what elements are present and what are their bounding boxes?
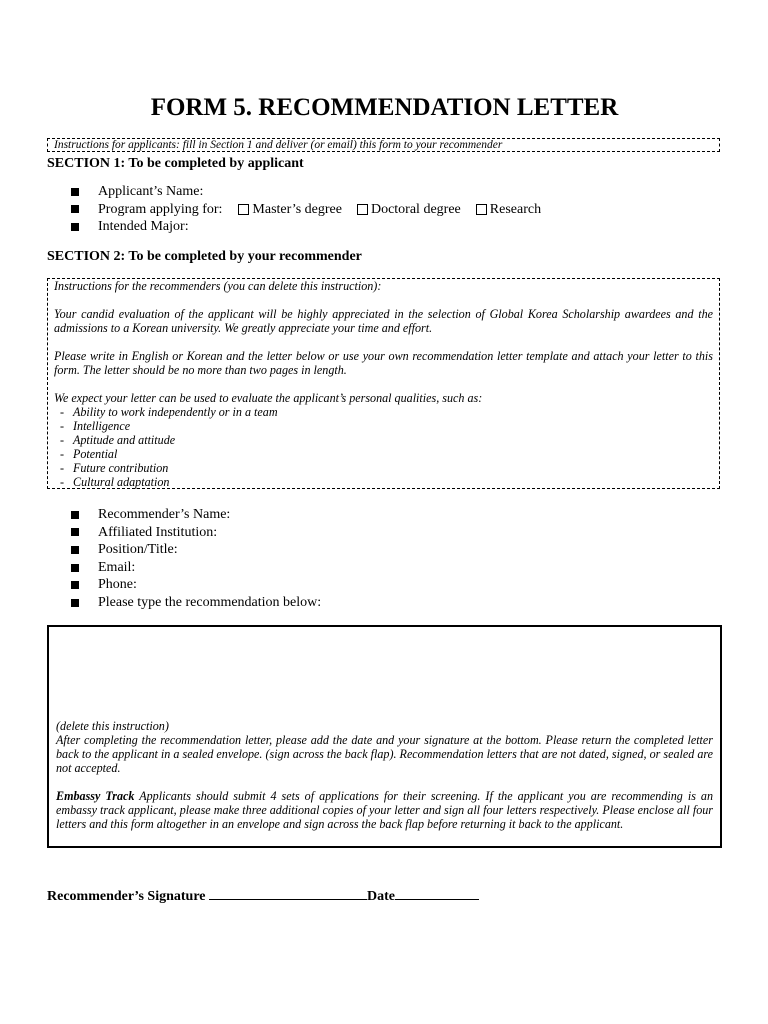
square-bullet-icon <box>71 223 79 231</box>
page-title: FORM 5. RECOMMENDATION LETTER <box>150 94 619 121</box>
signature-label: Recommender’s Signature <box>47 889 206 904</box>
square-bullet-icon <box>71 511 79 519</box>
email-label: Email: <box>98 559 136 575</box>
option-masters[interactable] <box>238 201 342 219</box>
instructions-paragraph-1: Your candid evaluation of the applicant will be highly appreciated in the selection of Global Korea Scholarship awardees and the admissions to a Korean university. We greatly appreciate your time and effort. <box>54 307 713 335</box>
list-item: - Potential <box>60 447 118 461</box>
recommender-instructions-box <box>47 278 720 489</box>
delete-instruction-note: (delete this instruction) <box>56 719 169 733</box>
option-research[interactable] <box>476 201 541 219</box>
square-bullet-icon <box>71 581 79 589</box>
recommendation-prompt-label: Please type the recommendation below: <box>98 594 322 610</box>
affiliated-institution-field[interactable] <box>71 524 321 542</box>
masters-checkbox[interactable] <box>238 204 249 215</box>
research-checkbox[interactable] <box>476 204 487 215</box>
program-field <box>71 201 541 219</box>
list-item: - Aptitude and attitude <box>60 433 176 447</box>
recommender-instructions-title: Instructions for the recommenders (you can delete this instruction): <box>54 279 382 293</box>
doctoral-label: Doctoral degree <box>370 201 461 217</box>
applicant-name-label: Applicant’s Name: <box>98 184 204 199</box>
phone-label: Phone: <box>98 577 137 593</box>
phone-field[interactable] <box>71 576 321 594</box>
intended-major-field[interactable] <box>71 218 541 236</box>
signature-row <box>47 886 479 906</box>
section1-heading: SECTION 1: To be completed by applicant <box>47 156 304 171</box>
recommendation-letter-box[interactable] <box>47 625 722 848</box>
square-bullet-icon <box>71 528 79 536</box>
section2-field-list <box>71 506 321 612</box>
program-label: Program applying for: <box>98 201 223 217</box>
instructions-paragraph-3: We expect your letter can be used to evaluate the applicant’s personal qualities, such as: <box>54 391 483 405</box>
masters-label: Master’s degree <box>252 201 342 217</box>
signature-blank[interactable] <box>209 886 367 900</box>
embassy-track-text: Applicants should submit 4 sets of applications for their screening. If the applicant you are recommending is an embassy track applicant, please make three additional copies of your letter and sign all four letters respectively. Please enclose all four letters and this form altogether in an envelope and sign across the back flap before returning it back to the applicant. <box>56 789 714 831</box>
instructions-paragraph-2: Please write in English or Korean and the letter below or use your own recommendation letter template and attach your letter to this form. The letter should be no more than two pages in length. <box>54 349 713 377</box>
recommender-name-field[interactable] <box>71 506 321 524</box>
affiliated-institution-label: Affiliated Institution: <box>98 524 218 540</box>
intended-major-label: Intended Major: <box>98 219 189 235</box>
research-label: Research <box>489 201 542 217</box>
list-item: - Intelligence <box>60 419 131 433</box>
square-bullet-icon <box>71 599 79 607</box>
square-bullet-icon <box>71 205 79 213</box>
list-item: - Cultural adaptation <box>60 475 170 489</box>
applicant-instructions-box <box>47 138 720 152</box>
applicant-instructions-text: Instructions for applicants: fill in Section 1 and deliver (or email) this form to your recommender <box>54 139 503 151</box>
date-label: Date <box>367 889 396 904</box>
square-bullet-icon <box>71 564 79 572</box>
square-bullet-icon <box>71 546 79 554</box>
after-completing-text: After completing the recommendation letter, please add the date and your signature at the bottom. Please return the completed letter back to the applicant in a sealed envelope. (sign across the back flap). Recommendation letters that are not dated, signed, or sealed are not accepted. <box>56 733 713 775</box>
section2-heading: SECTION 2: To be completed by your recommender <box>47 249 362 264</box>
date-blank[interactable] <box>395 886 479 900</box>
position-title-field[interactable] <box>71 541 321 559</box>
list-item: - Future contribution <box>60 461 169 475</box>
applicant-name-field[interactable] <box>71 183 541 201</box>
recommender-name-label: Recommender’s Name: <box>98 507 231 522</box>
email-field[interactable] <box>71 559 321 577</box>
list-item: - Ability to work independently or in a team <box>60 405 278 419</box>
position-title-label: Position/Title: <box>98 542 178 558</box>
qualities-list <box>54 405 713 489</box>
option-doctoral[interactable] <box>357 201 461 219</box>
square-bullet-icon <box>71 188 79 196</box>
section1-field-list <box>71 183 541 236</box>
doctoral-checkbox[interactable] <box>357 204 368 215</box>
embassy-track-paragraph <box>56 789 713 831</box>
recommendation-prompt <box>71 594 321 612</box>
embassy-track-label: Embassy Track <box>56 789 135 803</box>
